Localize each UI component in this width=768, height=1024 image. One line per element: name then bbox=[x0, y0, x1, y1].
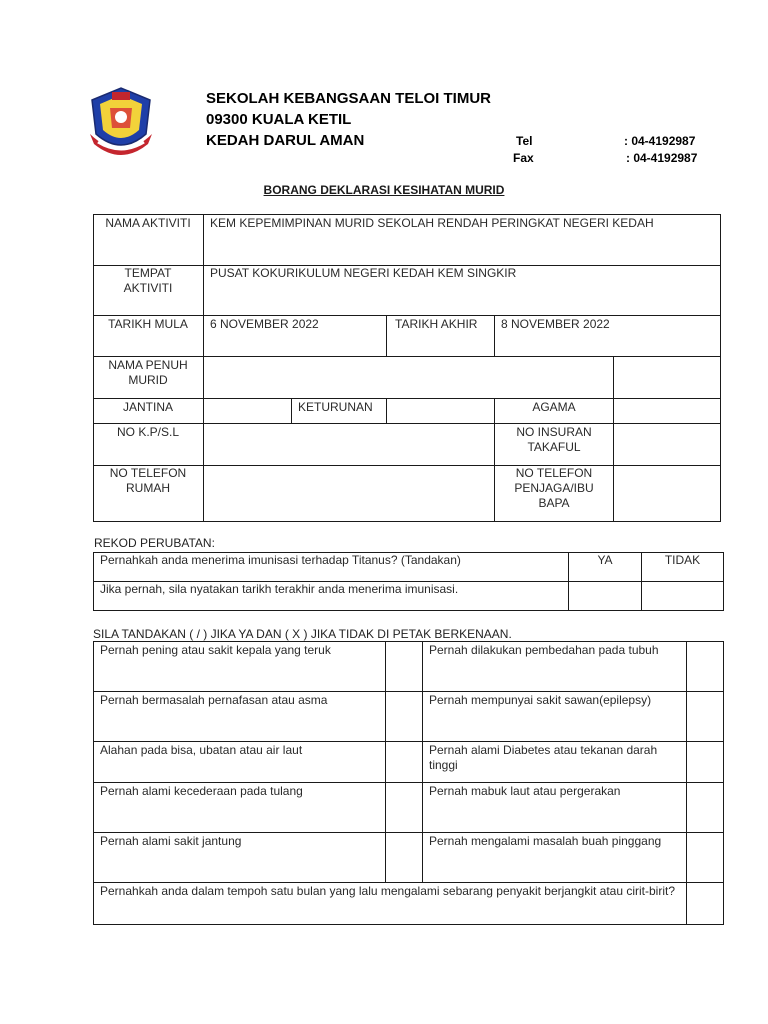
ethnicity-label: KETURUNAN bbox=[298, 400, 373, 414]
address-line-1: 09300 KUALA KETIL bbox=[206, 111, 352, 128]
yes-column-header: YA bbox=[597, 553, 613, 567]
checkbox-diabetes[interactable] bbox=[687, 742, 723, 782]
start-date-value[interactable]: 6 NOVEMBER 2022 bbox=[210, 317, 319, 331]
home-phone-field[interactable] bbox=[204, 466, 494, 521]
insurance-label: NO INSURAN TAKAFUL bbox=[516, 425, 592, 454]
checkbox-heart[interactable] bbox=[386, 833, 422, 882]
guardian-phone-field[interactable] bbox=[614, 466, 720, 521]
checklist-item-bone-injury: Pernah alami kecederaan pada tulang bbox=[100, 784, 303, 798]
checkbox-epilepsy[interactable] bbox=[687, 692, 723, 741]
tetanus-no-box[interactable] bbox=[642, 582, 723, 610]
tetanus-question: Pernahkah anda menerima imunisasi terhadap Titanus? (Tandakan) bbox=[100, 553, 461, 567]
checkbox-infection[interactable] bbox=[687, 883, 723, 924]
medical-record-label: REKOD PERUBATAN: bbox=[94, 536, 215, 550]
checklist-item-kidney: Pernah mengalami masalah buah pinggang bbox=[429, 834, 662, 848]
checklist-item-headache: Pernah pening atau sakit kepala yang teruk bbox=[100, 643, 331, 657]
checklist-item-epilepsy: Pernah mempunyai sakit sawan(epilepsy) bbox=[429, 693, 652, 707]
tetanus-yes-box[interactable] bbox=[569, 582, 641, 610]
checkbox-kidney[interactable] bbox=[687, 833, 723, 882]
checkbox-asthma[interactable] bbox=[386, 692, 422, 741]
tel-label: Tel bbox=[516, 134, 533, 148]
checklist-item-motion-sickness: Pernah mabuk laut atau pergerakan bbox=[429, 784, 621, 798]
venue-value[interactable]: PUSAT KOKURIKULUM NEGERI KEDAH KEM SINGKIR bbox=[210, 266, 517, 280]
ic-number-label: NO K.P/S.L bbox=[116, 425, 180, 439]
tel-value: : 04-4192987 bbox=[624, 134, 696, 148]
ethnicity-field[interactable] bbox=[387, 399, 494, 423]
guardian-phone-label: NO TELEFON PENJAGA/IBU BAPA bbox=[514, 466, 594, 510]
fax-value: : 04-4192987 bbox=[626, 151, 698, 165]
checkbox-motion-sickness[interactable] bbox=[687, 783, 723, 832]
checkbox-bone-injury[interactable] bbox=[386, 783, 422, 832]
religion-label: AGAMA bbox=[532, 400, 576, 414]
full-name-field[interactable] bbox=[204, 357, 613, 398]
full-name-label: NAMA PENUH MURID bbox=[108, 358, 188, 387]
school-crest-logo bbox=[88, 86, 154, 158]
fax-label: Fax bbox=[513, 151, 534, 165]
checklist-item-diabetes: Pernah alami Diabetes atau tekanan darah tinggi bbox=[429, 743, 658, 772]
gender-field[interactable] bbox=[204, 399, 291, 423]
last-immunisation-question: Jika pernah, sila nyatakan tarikh terakhir anda menerima imunisasi. bbox=[100, 582, 459, 596]
form-title: BORANG DEKLARASI KESIHATAN MURID bbox=[263, 183, 505, 197]
ic-number-field[interactable] bbox=[204, 424, 494, 465]
gender-label: JANTINA bbox=[122, 400, 173, 414]
checklist-item-surgery: Pernah dilakukan pembedahan pada tubuh bbox=[429, 643, 659, 657]
venue-label: TEMPAT AKTIVITI bbox=[123, 266, 173, 295]
checklist-item-heart: Pernah alami sakit jantung bbox=[100, 834, 242, 848]
home-phone-label: NO TELEFON RUMAH bbox=[109, 466, 187, 495]
checklist-instruction: SILA TANDAKAN ( / ) JIKA YA DAN ( X ) JIKA TIDAK DI PETAK BERKENAAN. bbox=[93, 627, 512, 641]
end-date-value[interactable]: 8 NOVEMBER 2022 bbox=[501, 317, 610, 331]
religion-field[interactable] bbox=[614, 399, 720, 423]
school-crest-icon bbox=[88, 86, 154, 158]
address-line-2: KEDAH DARUL AMAN bbox=[206, 132, 365, 149]
school-name: SEKOLAH KEBANGSAAN TELOI TIMUR bbox=[206, 90, 491, 107]
checklist-item-allergy: Alahan pada bisa, ubatan atau air laut bbox=[100, 743, 303, 757]
checkbox-allergy[interactable] bbox=[386, 742, 422, 782]
activity-name-label: NAMA AKTIVITI bbox=[105, 216, 191, 230]
checklist-item-asthma: Pernah bermasalah pernafasan atau asma bbox=[100, 693, 328, 707]
checkbox-headache[interactable] bbox=[386, 642, 422, 691]
no-column-header: TIDAK bbox=[664, 553, 701, 567]
start-date-label: TARIKH MULA bbox=[108, 317, 188, 331]
insurance-field[interactable] bbox=[614, 424, 720, 465]
end-date-label: TARIKH AKHIR bbox=[395, 317, 478, 331]
checklist-item-infection: Pernahkah anda dalam tempoh satu bulan yang lalu mengalami sebarang penyakit berjangkit atau cirit-birit? bbox=[100, 884, 676, 898]
activity-name-value[interactable]: KEM KEPEMIMPINAN MURID SEKOLAH RENDAH PERINGKAT NEGERI KEDAH bbox=[210, 216, 654, 230]
checkbox-surgery[interactable] bbox=[687, 642, 723, 691]
